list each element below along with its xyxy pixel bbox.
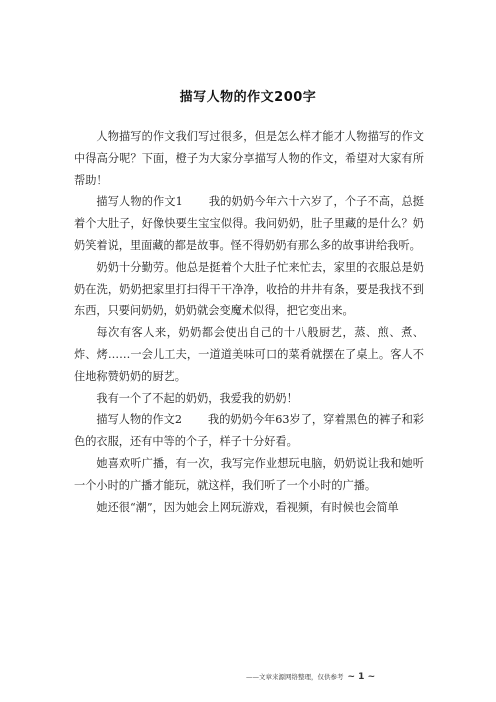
- essay-label: 描写人物的作文2: [96, 413, 182, 427]
- document-title: 描写人物的作文200字: [179, 90, 317, 105]
- paragraph: [74, 388, 424, 410]
- paragraph-intro: [74, 126, 424, 191]
- paragraph-essay-2-start: [74, 409, 424, 453]
- paragraph-text: 她喜欢听广播，有一次，我写完作业想玩电脑，奶奶说让我和她听一个小时的广播才能玩，就这样，我们听了一个小时的广播。: [74, 456, 424, 492]
- paragraph: [74, 322, 424, 387]
- page-footer: [246, 672, 375, 682]
- paragraph: [74, 257, 424, 322]
- paragraph-text: 每次有客人来，奶奶都会使出自己的十八般厨艺，蒸、煎、煮、炸、烤……一会儿工夫，一道道美味可口的菜肴就摆在了桌上。客人不住地称赞奶奶的厨艺。: [74, 326, 424, 383]
- paragraph-essay-1-start: [74, 191, 424, 256]
- paragraph-text: 人物描写的作文我们写过很多，但是怎么样才能才人物描写的作文中得高分呢？下面，橙子为大家分享描写人物的作文，希望对大家有所帮助！: [74, 130, 424, 187]
- paragraph-text: 她还很“潮”，因为她会上网玩游戏，看视频，有时候也会简单: [96, 500, 399, 514]
- page-number: ~ 1 ~: [347, 672, 376, 682]
- essay-label: 描写人物的作文1: [96, 195, 183, 209]
- document-body: [74, 126, 424, 518]
- paragraph-text: 我有一个了不起的奶奶，我爱我的奶奶！: [96, 391, 298, 405]
- paragraph-text: 奶奶十分勤劳。他总是挺着个大肚子忙来忙去，家里的衣服总是奶奶在洗，奶奶把家里打扫得干干净净，收拾的井井有条，要是我找不到东西，只要问奶奶，奶奶就会变魔术似得，把它变出来。: [74, 260, 424, 318]
- footer-note: ——文章来源网络整理，仅供参考: [246, 673, 344, 681]
- paragraph-text: 我的奶奶今年63岁了，穿着黑色的裤子和彩色的衣服，还有中等的个子，样子十分好看。: [74, 413, 424, 449]
- paragraph: [74, 453, 424, 497]
- paragraph: [74, 497, 424, 519]
- paragraph-text: 我的奶奶今年六十六岁了，个子不高，总挺着个大肚子，好像快要生宝宝似得。我问奶奶，肚子里藏的是什么？奶奶笑着说，里面藏的都是故事。怪不得奶奶有那么多的故事讲给我听。: [74, 195, 424, 252]
